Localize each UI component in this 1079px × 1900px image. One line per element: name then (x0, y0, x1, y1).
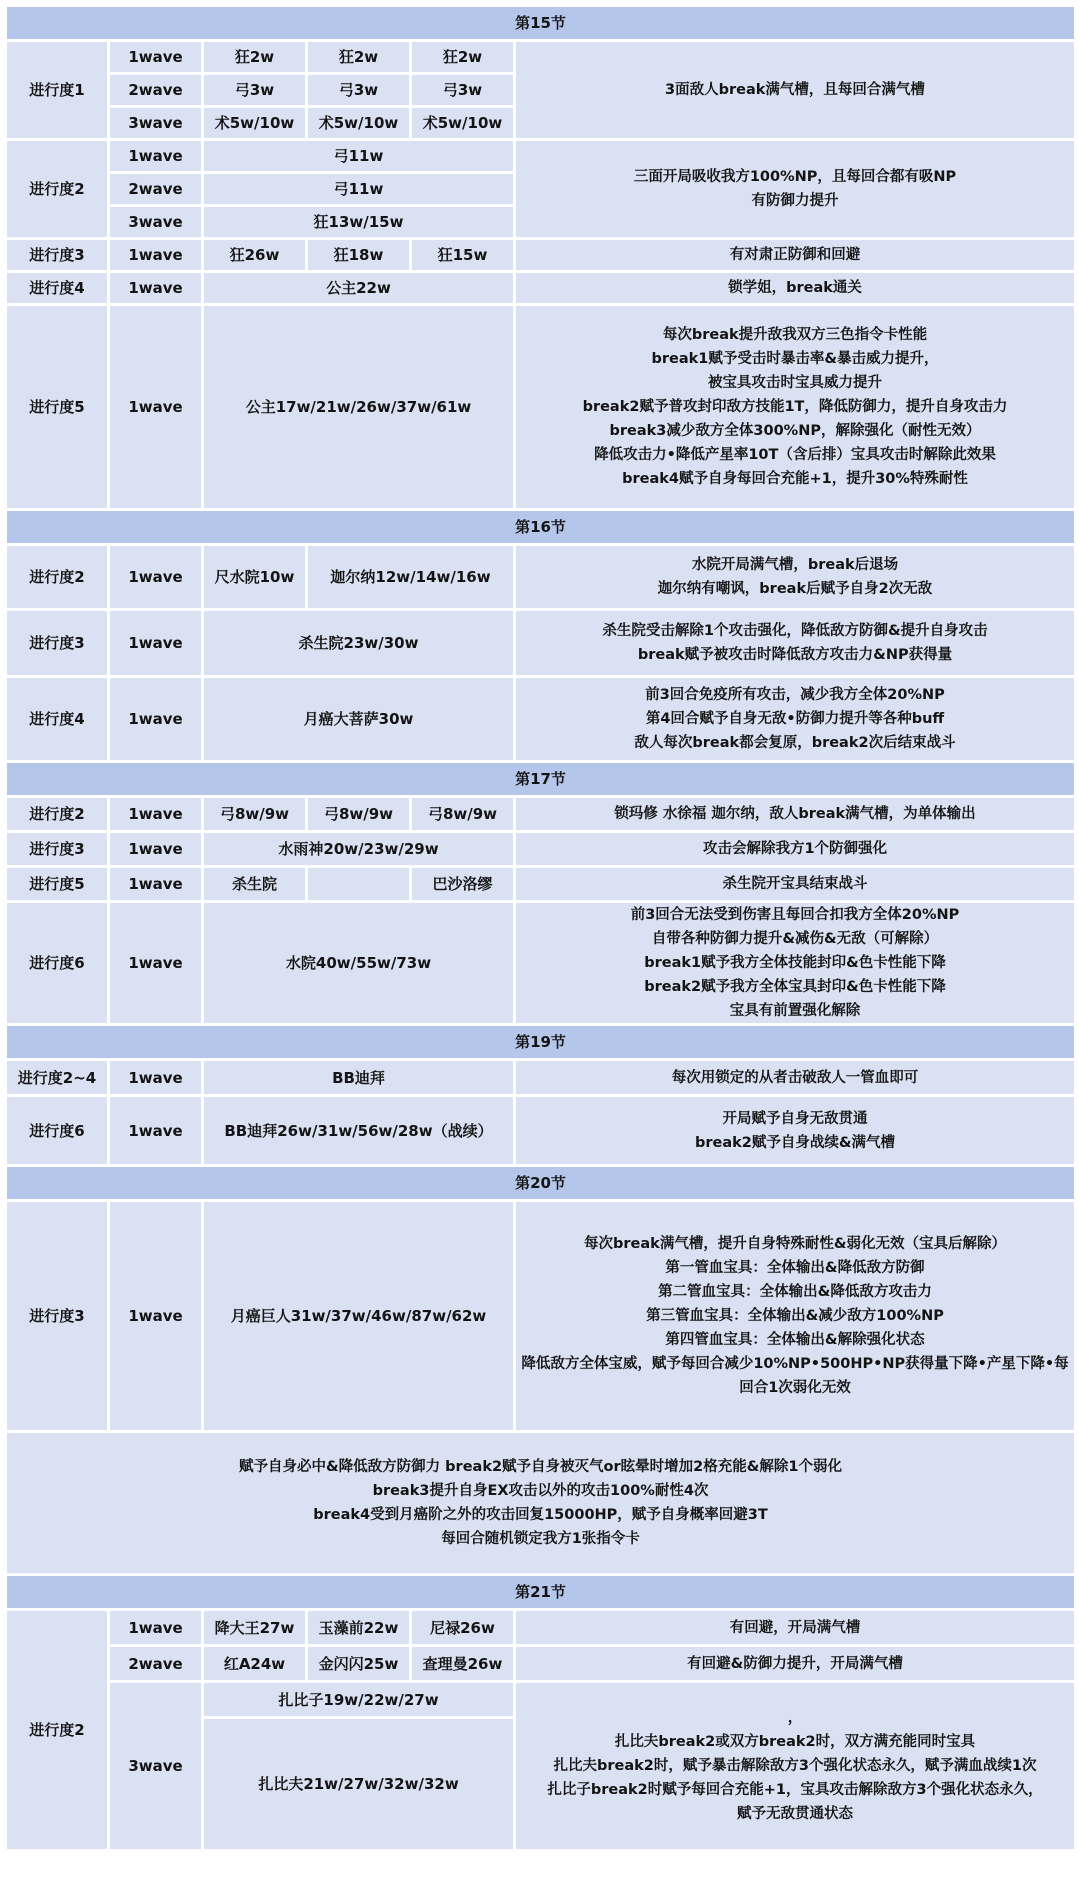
enemy-cell: 弓3w (204, 75, 305, 105)
progress-label: 进行度3 (7, 611, 107, 675)
wave-label: 1wave (110, 833, 201, 865)
enemy-cell: 扎比子19w/22w/27w (204, 1683, 513, 1716)
wave-label: 3wave (110, 207, 201, 237)
wave-label: 1wave (110, 1097, 201, 1164)
enemy-cell: 术5w/10w (308, 108, 409, 138)
progress-label: 进行度2~4 (7, 1061, 107, 1094)
progress-label: 进行度2 (7, 546, 107, 608)
progress-label: 进行度3 (7, 1202, 107, 1430)
enemy-cell: 迦尔纳12w/14w/16w (308, 546, 513, 608)
wave-label: 2wave (110, 174, 201, 204)
enemy-cell: 杀生院 (204, 868, 305, 900)
stage-note: 3面敌人break满气槽，且每回合满气槽 (516, 42, 1074, 138)
stage-note: 锁玛修 水徐福 迦尔纳，敌人break满气槽，为单体输出 (516, 798, 1074, 830)
progress-label: 进行度1 (7, 42, 107, 138)
progress-label: 进行度2 (7, 141, 107, 237)
stage-note: 杀生院开宝具结束战斗 (516, 868, 1074, 900)
stage-note: 有对肃正防御和回避 (516, 240, 1074, 270)
wave-label: 1wave (110, 1611, 201, 1644)
wave-label: 1wave (110, 42, 201, 72)
stage-note: ， 扎比夫break2或双方break2时，双方满充能同时宝具 扎比夫break2时，赋予暴击解除敌方3个强化状态永久，赋予满血战续1次 扎比子break2时赋予每回合充能+1，宝具攻击解除敌方3个强化状态永久， 赋予无敌贯通状态 (516, 1683, 1074, 1849)
section-header-19: 第19节 (7, 1026, 1074, 1058)
stage-note: 每次break提升敌我双方三色指令卡性能 break1赋予受击时暴击率&暴击威力提升， 被宝具攻击时宝具威力提升 break2赋予普攻封印敌方技能1T，降低防御力，提升自身攻击力 break3减少敌方全体300%NP，解除强化（耐性无效） 降低攻击力•降低产星率10T（含后排）宝具攻击时解除此效果 break4赋予自身每回合充能+1，提升30%特殊耐性 (516, 306, 1074, 508)
section-header-16: 第16节 (7, 511, 1074, 543)
enemy-cell: 玉藻前22w (308, 1611, 409, 1644)
section-header-20: 第20节 (7, 1167, 1074, 1199)
wave-label: 1wave (110, 903, 201, 1023)
enemy-cell: 月癌大菩萨30w (204, 678, 513, 760)
enemy-cell: 公主22w (204, 273, 513, 303)
stage-note: 杀生院受击解除1个攻击强化，降低敌方防御&提升自身攻击 break赋予被攻击时降低敌方攻击力&NP获得量 (516, 611, 1074, 675)
enemy-cell: 弓11w (204, 141, 513, 171)
enemy-cell: 杀生院23w/30w (204, 611, 513, 675)
section-header-17: 第17节 (7, 763, 1074, 795)
enemy-cell: 术5w/10w (204, 108, 305, 138)
enemy-cell: BB迪拜26w/31w/56w/28w（战续） (204, 1097, 513, 1164)
enemy-cell: 尺水院10w (204, 546, 305, 608)
stage-note: 前3回合免疫所有攻击，减少我方全体20%NP 第4回合赋予自身无敌•防御力提升等各种buff 敌人每次break都会复原，break2次后结束战斗 (516, 678, 1074, 760)
enemy-cell: 狂15w (412, 240, 513, 270)
stage-note: 水院开局满气槽，break后退场 迦尔纳有嘲讽，break后赋予自身2次无敌 (516, 546, 1074, 608)
section-footer-note: 赋予自身必中&降低敌方防御力 break2赋予自身被灭气or眩晕时增加2格充能&解除1个弱化 break3提升自身EX攻击以外的攻击100%耐性4次 break4受到月癌阶之外的攻击回复15000HP，赋予自身概率回避3T 每回合随机锁定我方1张指令卡 (7, 1433, 1074, 1573)
enemy-cell: 弓11w (204, 174, 513, 204)
wave-label: 1wave (110, 1061, 201, 1094)
wave-label: 2wave (110, 1647, 201, 1680)
enemy-cell: 弓8w/9w (308, 798, 409, 830)
stage-note: 开局赋予自身无敌贯通 break2赋予自身战续&满气槽 (516, 1097, 1074, 1164)
wave-label: 1wave (110, 306, 201, 508)
stage-note: 每次用锁定的从者击破敌人一管血即可 (516, 1061, 1074, 1094)
enemy-cell: 弓8w/9w (412, 798, 513, 830)
progress-label: 进行度6 (7, 903, 107, 1023)
enemy-cell: 狂2w (412, 42, 513, 72)
enemy-cell: 狂2w (204, 42, 305, 72)
stage-note: 锁学姐，break通关 (516, 273, 1074, 303)
wave-label: 3wave (110, 108, 201, 138)
wave-label: 1wave (110, 240, 201, 270)
enemy-cell: 公主17w/21w/26w/37w/61w (204, 306, 513, 508)
progress-label: 进行度2 (7, 1611, 107, 1849)
progress-label: 进行度6 (7, 1097, 107, 1164)
enemy-cell: 狂2w (308, 42, 409, 72)
stage-info-table (4, 4, 1077, 1852)
enemy-cell (308, 868, 409, 900)
stage-note: 有回避&防御力提升，开局满气槽 (516, 1647, 1074, 1680)
wave-label: 1wave (110, 678, 201, 760)
enemy-cell: 尼禄26w (412, 1611, 513, 1644)
wave-label: 1wave (110, 868, 201, 900)
enemy-cell: 弓3w (308, 75, 409, 105)
wave-label: 1wave (110, 1202, 201, 1430)
enemy-cell: 术5w/10w (412, 108, 513, 138)
enemy-cell: 降大王27w (204, 1611, 305, 1644)
enemy-cell: 弓3w (412, 75, 513, 105)
enemy-cell: 查理曼26w (412, 1647, 513, 1680)
enemy-cell: 扎比夫21w/27w/32w/32w (204, 1719, 513, 1849)
section-header-21: 第21节 (7, 1576, 1074, 1608)
progress-label: 进行度5 (7, 868, 107, 900)
enemy-cell: 红A24w (204, 1647, 305, 1680)
enemy-cell: 巴沙洛缪 (412, 868, 513, 900)
enemy-cell: 狂18w (308, 240, 409, 270)
stage-note: 攻击会解除我方1个防御强化 (516, 833, 1074, 865)
enemy-cell: 金闪闪25w (308, 1647, 409, 1680)
stage-note: 前3回合无法受到伤害且每回合扣我方全体20%NP 自带各种防御力提升&减伤&无敌（可解除） break1赋予我方全体技能封印&色卡性能下降 break2赋予我方全体宝具封印&色卡性能下降 宝具有前置强化解除 (516, 903, 1074, 1023)
progress-label: 进行度4 (7, 678, 107, 760)
enemy-cell: 弓8w/9w (204, 798, 305, 830)
progress-label: 进行度5 (7, 306, 107, 508)
enemy-cell: 狂13w/15w (204, 207, 513, 237)
wave-label: 1wave (110, 611, 201, 675)
progress-label: 进行度4 (7, 273, 107, 303)
wave-label: 1wave (110, 798, 201, 830)
wave-label: 1wave (110, 141, 201, 171)
section-header-15: 第15节 (7, 7, 1074, 39)
enemy-cell: 狂26w (204, 240, 305, 270)
stage-note: 三面开局吸收我方100%NP，且每回合都有吸NP 有防御力提升 (516, 141, 1074, 237)
stage-note: 每次break满气槽，提升自身特殊耐性&弱化无效（宝具后解除） 第一管血宝具：全体输出&降低敌方防御 第二管血宝具：全体输出&降低敌方攻击力 第三管血宝具：全体输出&减少敌方100%NP 第四管血宝具：全体输出&解除强化状态 降低敌方全体宝威，赋予每回合减少10%NP•500HP•NP获得量下降•产星下降•每回合1次弱化无效 (516, 1202, 1074, 1430)
progress-label: 进行度2 (7, 798, 107, 830)
stage-note: 有回避，开局满气槽 (516, 1611, 1074, 1644)
wave-label: 3wave (110, 1683, 201, 1849)
enemy-cell: 水雨神20w/23w/29w (204, 833, 513, 865)
wave-label: 1wave (110, 273, 201, 303)
enemy-cell: 月癌巨人31w/37w/46w/87w/62w (204, 1202, 513, 1430)
wave-label: 2wave (110, 75, 201, 105)
wave-label: 1wave (110, 546, 201, 608)
enemy-cell: BB迪拜 (204, 1061, 513, 1094)
enemy-cell: 水院40w/55w/73w (204, 903, 513, 1023)
progress-label: 进行度3 (7, 240, 107, 270)
progress-label: 进行度3 (7, 833, 107, 865)
